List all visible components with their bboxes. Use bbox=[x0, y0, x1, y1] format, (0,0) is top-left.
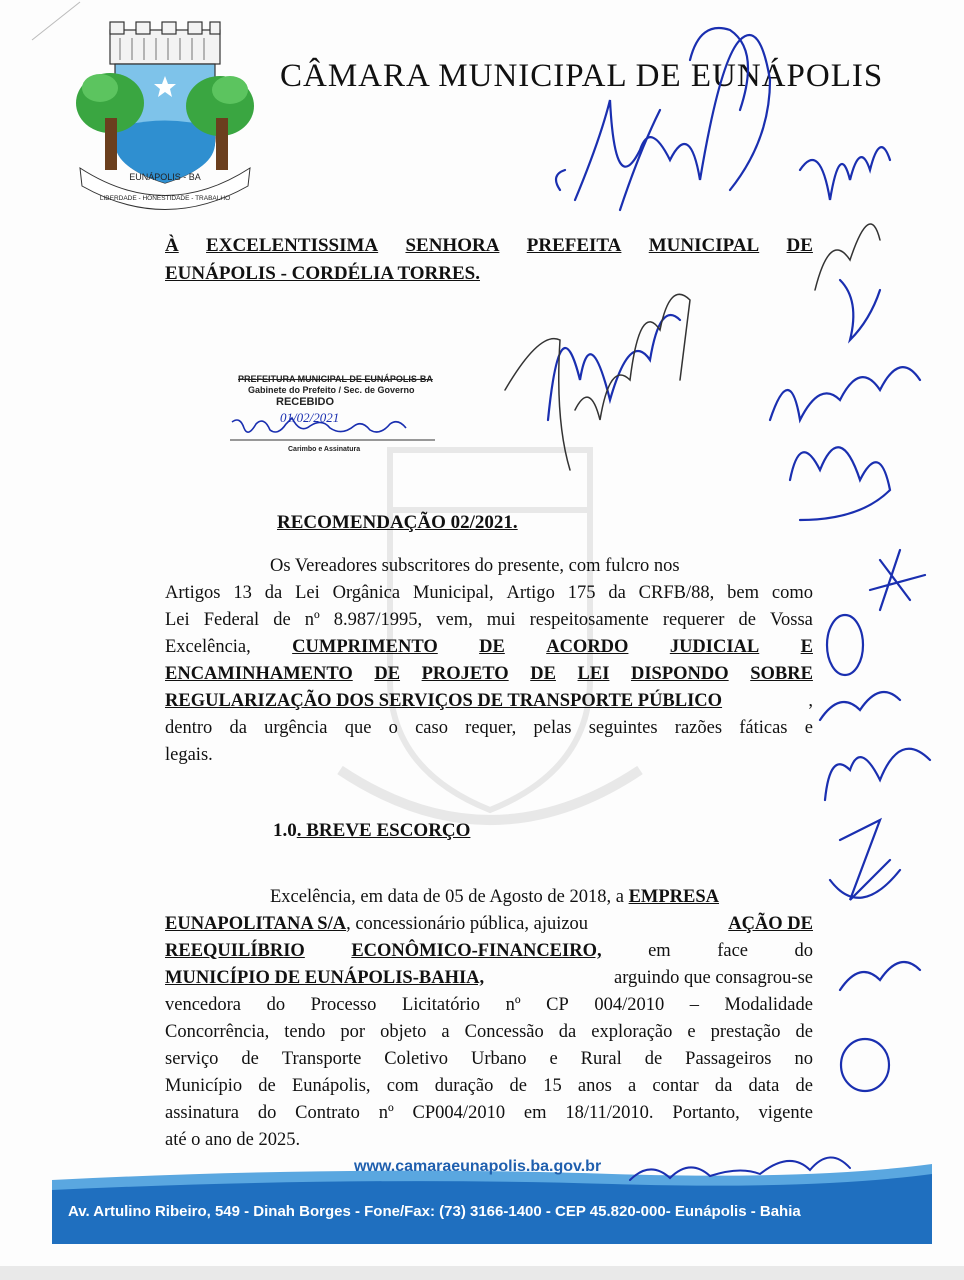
p1-l4-bold-3: JUDICIAL bbox=[669, 637, 760, 657]
addr-line1-word-2: SENHORA bbox=[405, 235, 500, 256]
p2-line-4-text: arguindo que consagrou-se bbox=[614, 968, 813, 988]
p2-l5-word-5: CP bbox=[546, 995, 569, 1015]
stamp-line-3: RECEBIDO bbox=[276, 396, 335, 408]
facts-paragraph bbox=[165, 884, 813, 1154]
recommendation-paragraph bbox=[165, 553, 813, 769]
signature-3 bbox=[800, 147, 890, 200]
p2-line-10: até o ano de 2025. bbox=[165, 1130, 301, 1150]
p2-l5-word-7: – bbox=[689, 995, 699, 1015]
p1-l5-word-1: DE bbox=[374, 664, 401, 684]
p1-line-7 bbox=[165, 715, 813, 742]
p2-l3-bold-1: ECONÔMICO-FINANCEIRO, bbox=[351, 941, 602, 961]
p1-l4-bold-0: CUMPRIMENTO bbox=[292, 637, 438, 657]
signature-13 bbox=[841, 1039, 889, 1091]
p1-l6-bold: REGULARIZAÇÃO DOS SERVIÇOS DE TRANSPORTE PÚBLICO bbox=[165, 691, 723, 711]
addressee-line-2: EUNÁPOLIS - CORDÉLIA TORRES. bbox=[165, 263, 480, 284]
p2-line-1 bbox=[165, 884, 813, 911]
p2-l5-word-3: Licitatório bbox=[401, 995, 481, 1015]
p1-l3-word-2: de bbox=[273, 610, 291, 630]
p2-l9-word-8: vigente bbox=[758, 1103, 813, 1123]
p2-l7-word-3: Coletivo bbox=[384, 1049, 449, 1069]
signature-6 bbox=[790, 447, 890, 520]
p2-l6-word-4: a bbox=[441, 1022, 450, 1042]
p1-l4-bold-2: ACORDO bbox=[546, 637, 629, 657]
p2-l5-word-8: Modalidade bbox=[724, 995, 813, 1015]
p2-l6-word-3: objeto bbox=[380, 1022, 427, 1042]
p2-l6-word-9: prestação bbox=[710, 1022, 781, 1042]
p2-l6-word-0: Concorrência, bbox=[165, 1022, 270, 1042]
addressee-line-1 bbox=[165, 232, 813, 260]
p2-l9-word-0: assinatura bbox=[165, 1103, 239, 1123]
p2-l6-word-8: e bbox=[687, 1022, 696, 1042]
p1-line-3 bbox=[165, 607, 813, 634]
p2-l7-word-1: de bbox=[241, 1049, 259, 1069]
p1-l2-word-0: Artigos bbox=[165, 583, 221, 603]
signature-11 bbox=[830, 820, 900, 900]
signature-4 bbox=[840, 280, 880, 340]
signature-2 bbox=[620, 28, 748, 210]
p2-l9-word-5: em bbox=[523, 1103, 547, 1123]
p1-l2-word-11: como bbox=[771, 583, 813, 603]
p1-l3-word-4: 8.987/1995, bbox=[333, 610, 423, 630]
p1-l7-word-6: requer, bbox=[465, 718, 517, 738]
p2-line-4 bbox=[165, 965, 813, 992]
stamp-line-4: Carimbo e Assinatura bbox=[288, 446, 361, 453]
p1-l4-plain: Excelência, bbox=[165, 637, 251, 657]
p1-l5-word-4: LEI bbox=[577, 664, 610, 684]
p2-l6-word-7: exploração bbox=[591, 1022, 673, 1042]
p1-l3-word-0: Lei bbox=[165, 610, 190, 630]
p1-l2-word-3: Lei bbox=[295, 583, 320, 603]
p2-municipality: MUNICÍPIO DE EUNÁPOLIS-BAHIA, bbox=[165, 968, 485, 988]
municipal-coat-of-arms-logo bbox=[70, 18, 260, 218]
p1-l5-word-6: SOBRE bbox=[750, 664, 813, 684]
stamp-handwritten-signature bbox=[230, 414, 440, 444]
p1-l3-word-3: nº bbox=[304, 610, 320, 630]
logo-motto: LIBERDADE - HONESTIDADE - TRABALHO bbox=[99, 195, 231, 202]
p1-l3-word-8: requerer bbox=[662, 610, 725, 630]
addr-line1-word-0: À bbox=[165, 235, 179, 256]
signature-black-2 bbox=[815, 224, 880, 290]
p2-l5-word-2: Processo bbox=[310, 995, 377, 1015]
p2-l8-word-1: de bbox=[258, 1076, 276, 1096]
signature-12 bbox=[840, 962, 920, 990]
p1-l2-word-7: 175 bbox=[567, 583, 596, 603]
p1-l2-word-1: 13 bbox=[233, 583, 252, 603]
p2-l6-word-10: de bbox=[795, 1022, 813, 1042]
p2-l9-word-3: nº bbox=[378, 1103, 394, 1123]
p2-l9-word-1: do bbox=[257, 1103, 277, 1123]
p1-l3-word-7: respeitosamente bbox=[529, 610, 649, 630]
p1-l5-word-5: DISPONDO bbox=[630, 664, 729, 684]
signature-7 bbox=[870, 550, 925, 610]
p2-l7-word-6: Rural bbox=[580, 1049, 622, 1069]
p1-l3-word-6: mui bbox=[486, 610, 516, 630]
p1-l3-word-10: Vossa bbox=[770, 610, 813, 630]
p2-l7-word-9: no bbox=[794, 1049, 813, 1069]
p2-l3-plain-1: face bbox=[717, 941, 748, 961]
p2-l8-word-5: de bbox=[509, 1076, 527, 1096]
addr-line1-word-5: DE bbox=[786, 235, 813, 256]
p1-l4-bold-4: E bbox=[800, 637, 813, 657]
p2-l9-word-4: CP004/2010 bbox=[412, 1103, 506, 1123]
p1-l3-word-9: de bbox=[738, 610, 756, 630]
p2-l6-word-6: da bbox=[558, 1022, 577, 1042]
p2-line-7 bbox=[165, 1046, 813, 1073]
p1-l7-word-4: o bbox=[388, 718, 398, 738]
p2-l6-word-2: por bbox=[340, 1022, 366, 1042]
p2-l5-word-6: 004/2010 bbox=[594, 995, 665, 1015]
addr-line1-word-4: MUNICIPAL bbox=[648, 235, 760, 256]
p2-line-2 bbox=[165, 911, 813, 938]
p2-l9-word-7: Portanto, bbox=[672, 1103, 740, 1123]
p2-l8-word-12: de bbox=[795, 1076, 813, 1096]
signature-10 bbox=[825, 749, 930, 800]
p1-l5-word-3: DE bbox=[530, 664, 556, 684]
p2-l8-word-0: Município bbox=[165, 1076, 243, 1096]
p1-l7-word-5: caso bbox=[415, 718, 448, 738]
p2-l8-word-8: a bbox=[627, 1076, 637, 1096]
p1-l2-word-9: CRFB/88, bbox=[638, 583, 715, 603]
p2-l5-word-1: do bbox=[266, 995, 286, 1015]
p1-l2-word-4: Orgânica bbox=[332, 583, 401, 603]
stamp-line-2: Gabinete do Prefeito / Sec. de Governo bbox=[248, 385, 415, 395]
p2-action-start: AÇÃO DE bbox=[728, 914, 813, 934]
signature-5 bbox=[770, 367, 920, 420]
received-stamp bbox=[230, 370, 440, 460]
p2-line-9 bbox=[165, 1100, 813, 1127]
p2-l3-bold-0: REEQUILÍBRIO bbox=[165, 941, 305, 961]
p1-l7-word-0: dentro bbox=[165, 718, 213, 738]
signature-9 bbox=[820, 692, 900, 720]
addr-line1-word-1: EXCELENTISSIMA bbox=[206, 235, 379, 256]
p2-line-1-text: Excelência, em data de 05 de Agosto de 2018, a bbox=[270, 887, 624, 907]
p1-l2-word-10: bem bbox=[727, 583, 759, 603]
p2-l5-word-0: vencedora bbox=[165, 995, 242, 1015]
p1-line-2 bbox=[165, 580, 813, 607]
p2-l8-word-6: 15 bbox=[543, 1076, 562, 1096]
signature-8 bbox=[827, 615, 863, 675]
p1-l7-word-8: seguintes bbox=[588, 718, 658, 738]
p2-line-3 bbox=[165, 938, 813, 965]
p1-l2-word-5: Municipal, bbox=[412, 583, 494, 603]
section-title: . BREVE ESCORÇO bbox=[296, 820, 471, 841]
p2-l3-plain-2: do bbox=[794, 941, 813, 961]
footer-address: Av. Artulino Ribeiro, 549 - Dinah Borges - Fone/Fax: (73) 3166-1400 - CEP 45.820-000- Eunápolis - Bahia bbox=[68, 1203, 801, 1220]
p1-line-5 bbox=[165, 661, 813, 688]
p1-l6-tail: , bbox=[808, 691, 813, 711]
p2-l8-word-4: duração bbox=[434, 1076, 494, 1096]
p2-l8-word-7: anos bbox=[577, 1076, 612, 1096]
p1-l7-word-1: da bbox=[229, 718, 247, 738]
p2-l7-word-8: Passageiros bbox=[685, 1049, 772, 1069]
p1-l7-word-10: fáticas bbox=[739, 718, 788, 738]
website-link[interactable]: www.camaraeunapolis.ba.gov.br bbox=[354, 1158, 602, 1175]
p2-l8-word-3: com bbox=[386, 1076, 419, 1096]
p1-l4-bold-1: DE bbox=[479, 637, 505, 657]
p2-l8-word-2: Eunápolis, bbox=[291, 1076, 371, 1096]
p1-l7-word-11: e bbox=[804, 718, 813, 738]
p2-l9-word-2: Contrato bbox=[295, 1103, 360, 1123]
p2-l3-plain-0: em bbox=[648, 941, 671, 961]
p1-l7-word-2: urgência bbox=[264, 718, 328, 738]
p1-l7-word-3: que bbox=[344, 718, 372, 738]
p1-l2-word-8: da bbox=[608, 583, 626, 603]
p2-l7-word-5: e bbox=[549, 1049, 558, 1069]
p2-l6-word-5: Concessão bbox=[464, 1022, 544, 1042]
section-heading bbox=[273, 820, 470, 842]
p2-company-start: EMPRESA bbox=[628, 887, 720, 907]
p1-l7-word-9: razões bbox=[674, 718, 723, 738]
p1-l5-word-0: ENCAMINHAMENTO bbox=[165, 664, 353, 684]
p1-line-1: Os Vereadores subscritores do presente, com fulcro nos bbox=[270, 556, 680, 576]
p2-line-5 bbox=[165, 992, 813, 1019]
p2-l5-word-4: nº bbox=[505, 995, 521, 1015]
chamber-title: CÂMARA MUNICIPAL DE EUNÁPOLIS bbox=[280, 58, 884, 94]
p1-l2-word-2: da bbox=[264, 583, 283, 603]
p2-l7-word-2: Transporte bbox=[281, 1049, 362, 1069]
p2-company-name: EUNAPOLITANA S/A bbox=[165, 914, 347, 934]
p2-l6-word-1: tendo bbox=[284, 1022, 326, 1042]
signature-14 bbox=[548, 315, 680, 420]
p1-line-8: legais. bbox=[165, 745, 213, 765]
stamp-date: 01/02/2021 bbox=[280, 410, 340, 425]
section-number: 1.0 bbox=[273, 820, 297, 841]
p1-l5-word-2: PROJETO bbox=[421, 664, 509, 684]
logo-city-label: EUNÁPOLIS - BA bbox=[129, 172, 201, 182]
p1-l2-word-6: Artigo bbox=[506, 583, 555, 603]
p2-l7-word-0: serviço bbox=[165, 1049, 219, 1069]
p1-line-4 bbox=[165, 634, 813, 661]
p1-l7-word-7: pelas bbox=[533, 718, 572, 738]
p1-l3-word-5: vem, bbox=[436, 610, 473, 630]
addr-line1-word-3: PREFEITA bbox=[526, 235, 622, 256]
p2-l7-word-4: Urbano bbox=[471, 1049, 527, 1069]
recommendation-title: RECOMENDAÇÃO 02/2021. bbox=[277, 512, 518, 533]
p1-line-6 bbox=[165, 688, 813, 715]
p2-l8-word-9: contar bbox=[652, 1076, 699, 1096]
p2-l9-word-6: 18/11/2010. bbox=[565, 1103, 654, 1123]
p1-l3-word-1: Federal bbox=[203, 610, 260, 630]
p2-l7-word-7: de bbox=[644, 1049, 663, 1069]
p2-line-2-text: , concessionário pública, ajuizou bbox=[346, 914, 589, 934]
p2-l8-word-10: da bbox=[714, 1076, 733, 1096]
stamp-line-1: PREFEITURA MUNICIPAL DE EUNÁPOLIS-BA bbox=[238, 374, 433, 384]
p2-line-6 bbox=[165, 1019, 813, 1046]
p2-line-8 bbox=[165, 1073, 813, 1100]
p2-l8-word-11: data bbox=[748, 1076, 780, 1096]
addressee-block bbox=[165, 232, 813, 288]
